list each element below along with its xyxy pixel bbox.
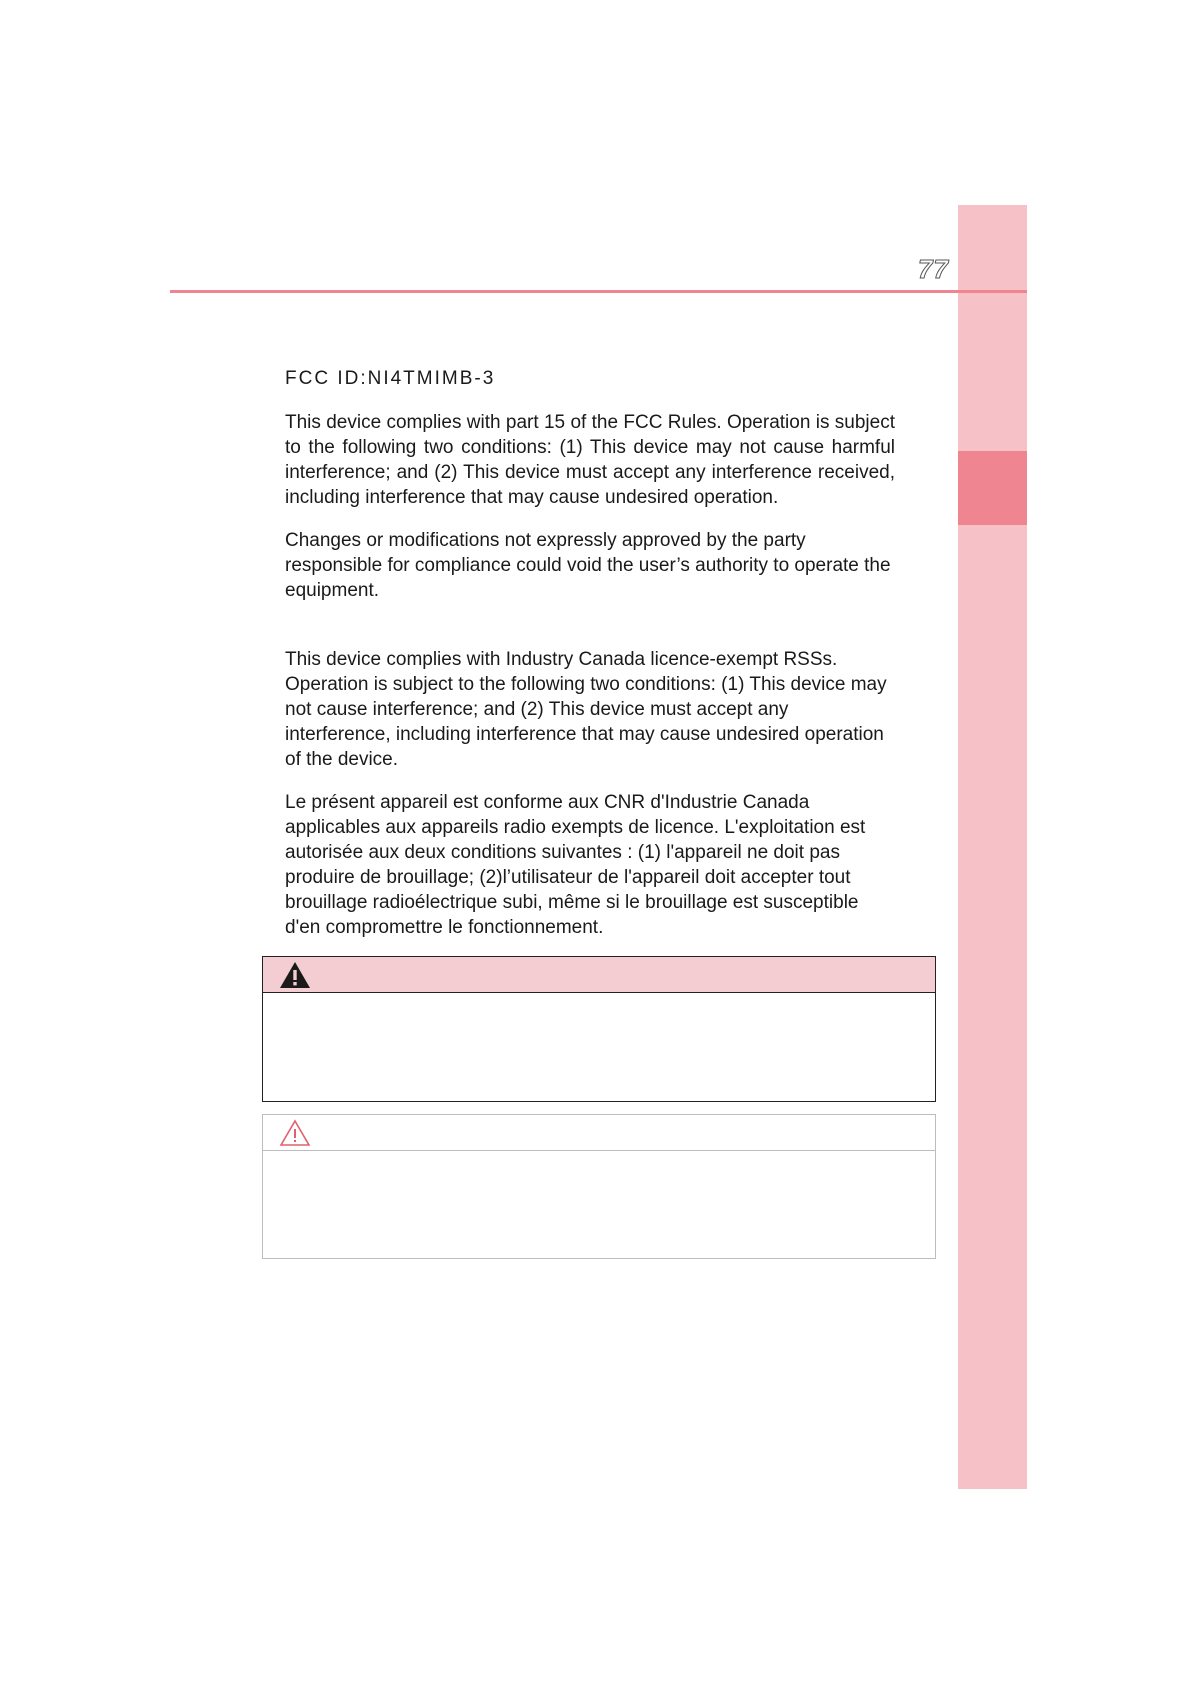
warning-triangle-filled-icon (279, 961, 311, 989)
fcc-id-line: FCC ID:NI4TMIMB-3 (285, 368, 496, 389)
warning-box-header (263, 957, 935, 993)
main-content (285, 366, 895, 958)
modifications-paragraph: Changes or modifications not expressly approved by the party responsible for compliance could void the user’s authority to operate the equipment. (285, 530, 891, 601)
warning-box (262, 956, 936, 1102)
header-rule (170, 290, 1027, 293)
fcc-compliance-paragraph: This device complies with part 15 of the FCC Rules. Operation is subject to the following two conditions: (1) This device may not cause harmful interference; and (2) This device must accept any interference received, including interference that may cause undesired operation. (285, 412, 895, 508)
industrie-canada-french-paragraph: Le présent appareil est conforme aux CNR d'Industrie Canada applicables aux appareils radio exempts de licence. L'exploitation est autorisée aux deux conditions suivantes : (1) l'appareil ne doit pas produire de brouillage; (2)l’utilisateur de l'appareil doit accepter tout brouillage radioélectrique subi, même si le brouillage est susceptible d'en compromettre le fonctionnement. (285, 792, 866, 938)
page-number: 77 (918, 254, 949, 284)
caution-box-body (263, 1151, 935, 1294)
industry-canada-paragraph: This device complies with Industry Canada licence-exempt RSSs. Operation is subject to the following two conditions: (1) This device may not cause interference; and (2) This device must accept any interference, including interference that may cause undesired operation of the device. (285, 649, 887, 770)
caution-box-header (263, 1115, 935, 1151)
caution-triangle-outline-icon (279, 1119, 311, 1147)
chapter-side-tab (958, 205, 1027, 1489)
chapter-tab-marker (958, 451, 1027, 525)
caution-box (262, 1114, 936, 1259)
